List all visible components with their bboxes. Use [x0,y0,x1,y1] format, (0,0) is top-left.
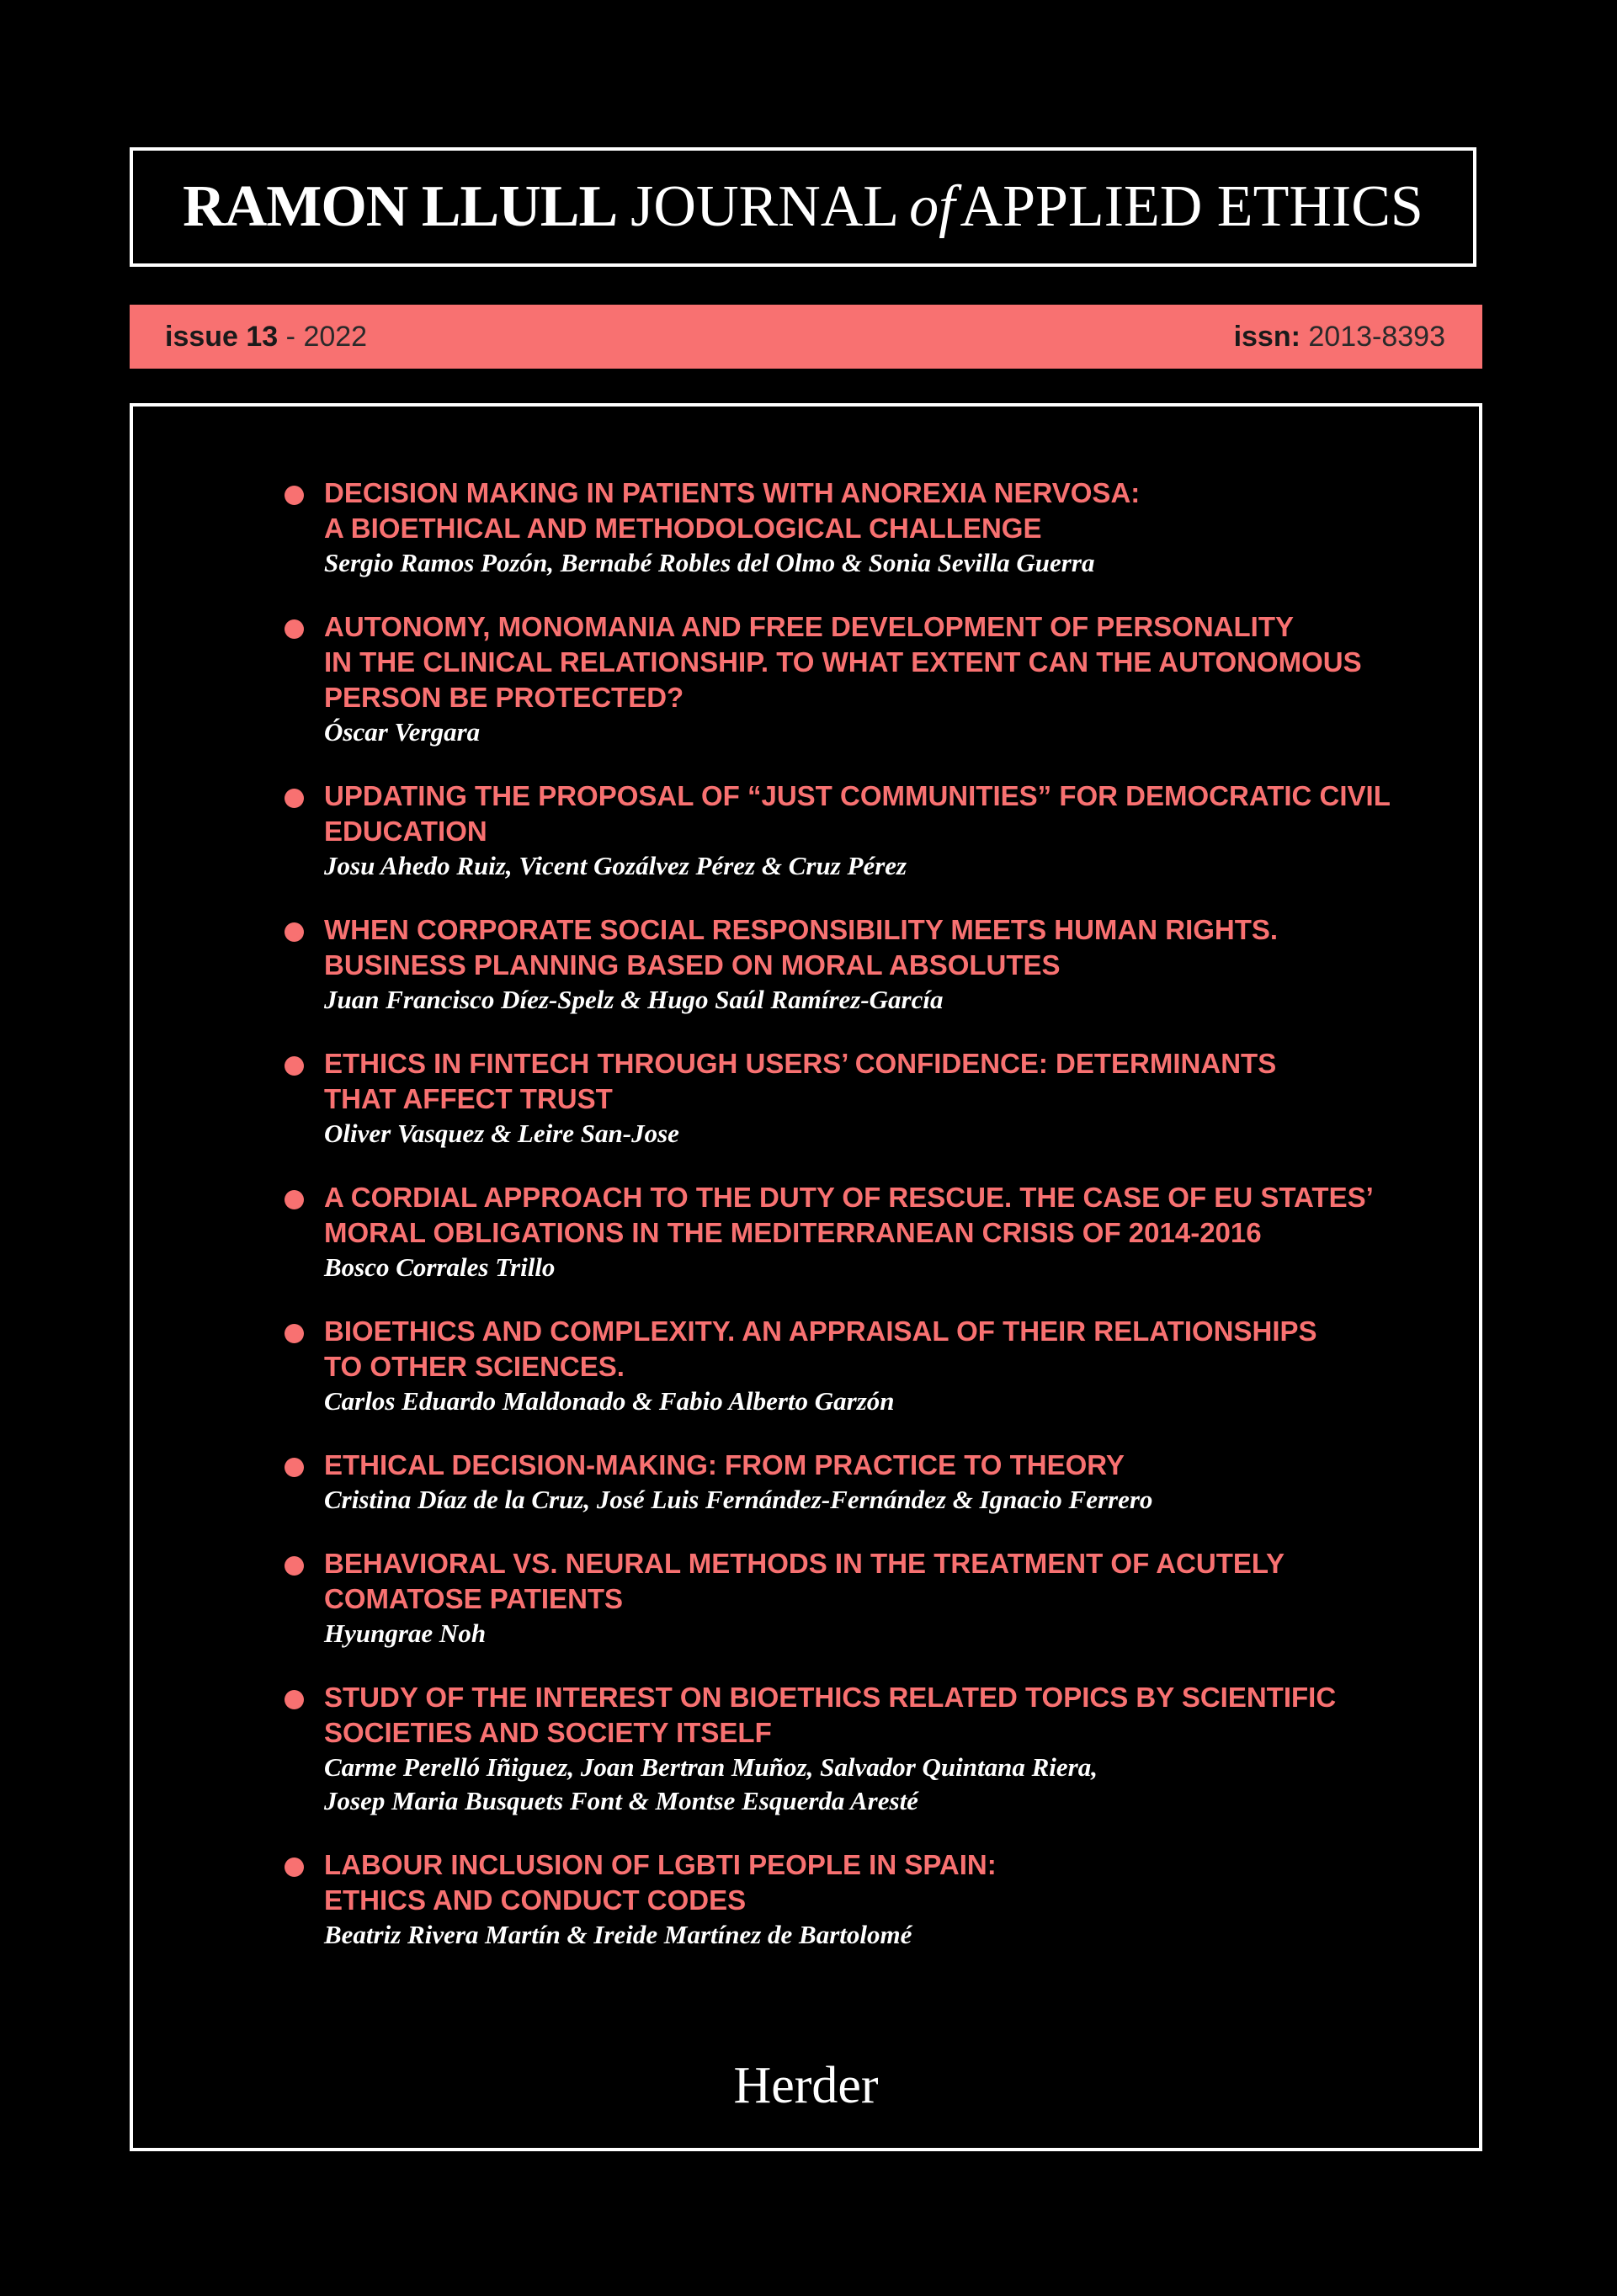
article-item [285,1046,1429,1151]
article-authors: Josu Ahedo Ruiz, Vicent Gozálvez Pérez & Cruz Pérez [324,851,907,880]
journal-title-journal: JOURNAL [630,174,900,239]
article-authors: Juan Francisco Díez-Spelz & Hugo Saúl Ramírez-García [324,985,944,1014]
article-authors: Carlos Eduardo Maldonado & Fabio Alberto Garzón [324,1386,895,1416]
article-title: STUDY OF THE INTEREST ON BIOETHICS RELATED TOPICS BY SCIENTIFIC SOCIETIES AND SOCIETY ITSELF [324,1682,1337,1748]
article-title: WHEN CORPORATE SOCIAL RESPONSIBILITY MEETS HUMAN RIGHTS. BUSINESS PLANNING BASED ON MORAL ABSOLUTES [324,914,1279,981]
article-item [285,779,1429,883]
article-authors: Hyungrae Noh [324,1618,487,1648]
article-title: A CORDIAL APPROACH TO THE DUTY OF RESCUE. THE CASE OF EU STATES’ MORAL OBLIGATIONS IN THE MEDITERRANEAN CRISIS OF 2014-2016 [324,1182,1374,1248]
journal-title-end: APPLIED ETHICS [960,174,1423,239]
article-item [285,912,1429,1017]
article-authors: Oliver Vasquez & Leire San-Jose [324,1119,679,1148]
article-authors: Carme Perelló Iñiguez, Joan Bertran Muñoz, Salvador Quintana Riera, Josep Maria Busquets Font & Montse Esquerda Aresté [324,1752,1098,1815]
article-authors: Beatriz Rivera Martín & Ireide Martínez de Bartolomé [324,1920,912,1949]
article-item [285,1847,1429,1952]
bullet-icon [285,922,304,942]
article-authors: Sergio Ramos Pozón, Bernabé Robles del Olmo & Sonia Sevilla Guerra [324,548,1095,577]
article-title: AUTONOMY, MONOMANIA AND FREE DEVELOPMENT OF PERSONALITY IN THE CLINICAL RELATIONSHIP. TO WHAT EXTENT CAN THE AUTONOMOUS PERSON BE PROTECTED? [324,611,1362,713]
article-item [285,1314,1429,1418]
issn-info [1234,321,1445,353]
article-item [285,476,1429,580]
table-of-contents [130,403,1482,2151]
article-title: LABOUR INCLUSION OF LGBTI PEOPLE IN SPAIN: ETHICS AND CONDUCT CODES [324,1849,997,1916]
article-authors: Bosco Corrales Trillo [324,1252,556,1282]
bullet-icon [285,1190,304,1209]
bullet-icon [285,1458,304,1477]
bullet-icon [285,1324,304,1343]
bullet-icon [285,1858,304,1877]
article-authors: Óscar Vergara [324,717,481,747]
article-title: BIOETHICS AND COMPLEXITY. AN APPRAISAL OF THEIR RELATIONSHIPS TO OTHER SCIENCES. [324,1315,1317,1382]
issue-info [165,321,367,353]
issue-label: issue 13 [165,320,279,353]
journal-title [130,147,1476,267]
article-title: UPDATING THE PROPOSAL OF “JUST COMMUNITIES” FOR DEMOCRATIC CIVIL EDUCATION [324,780,1391,847]
article-item [285,1680,1429,1818]
bullet-icon [285,789,304,808]
article-title: ETHICAL DECISION-MAKING: FROM PRACTICE TO THEORY [324,1449,1125,1480]
bullet-icon [285,486,304,505]
article-authors: Cristina Díaz de la Cruz, José Luis Fernández-Fernández & Ignacio Ferrero [324,1485,1153,1514]
article-title: DECISION MAKING IN PATIENTS WITH ANOREXIA NERVOSA: A BIOETHICAL AND METHODOLOGICAL CHALLENGE [324,477,1141,544]
bullet-icon [285,1556,304,1576]
article-item [285,1180,1429,1284]
bullet-icon [285,1056,304,1076]
article-item [285,1546,1429,1650]
issn-label: issn: [1233,320,1301,353]
article-list [285,476,1429,1981]
bullet-icon [285,1690,304,1709]
bullet-icon [285,619,304,639]
article-title: BEHAVIORAL VS. NEURAL METHODS IN THE TREATMENT OF ACUTELY COMATOSE PATIENTS [324,1548,1285,1614]
issn-value: 2013-8393 [1308,320,1445,353]
article-item [285,1448,1429,1517]
journal-title-bold: RAMON LLULL [183,174,618,239]
journal-title-of: of [909,174,955,239]
article-item [285,609,1429,749]
article-title: ETHICS IN FINTECH THROUGH USERS’ CONFIDENCE: DETERMINANTS THAT AFFECT TRUST [324,1048,1277,1114]
publisher-logo: Herder [733,2057,879,2114]
issue-year: - 2022 [285,320,368,353]
issue-bar [130,305,1482,369]
